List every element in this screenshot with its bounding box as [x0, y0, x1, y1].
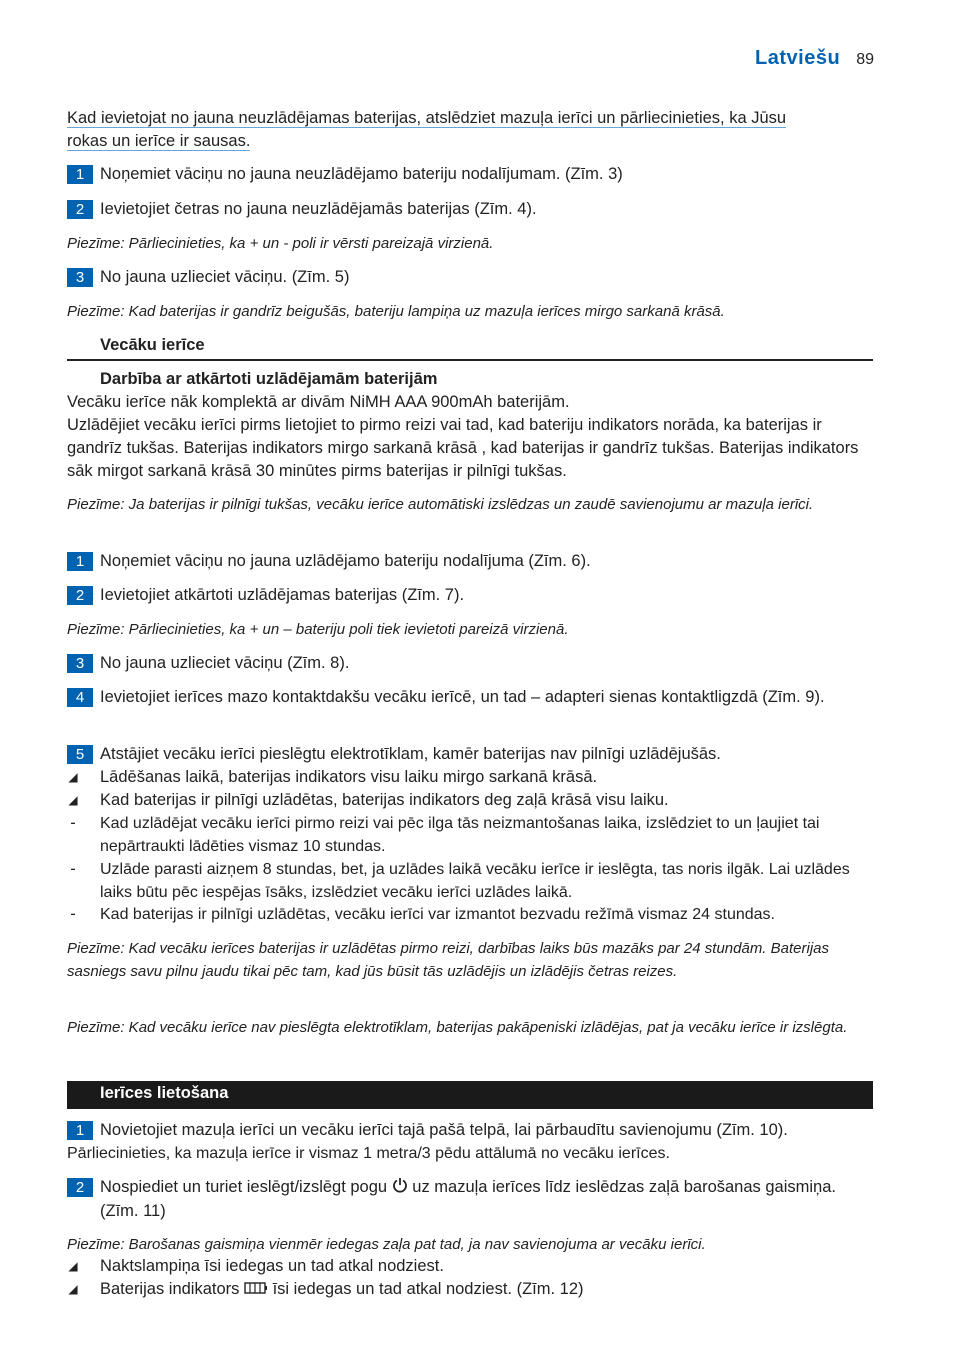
intro-paragraph	[67, 107, 877, 153]
note-power-light: Piezīme: Barošanas gaismiņa vienmēr iedegas zaļa pat tad, ja nav savienojuma ar vecāku ierīci.	[67, 1236, 706, 1253]
step-number: 5	[67, 745, 93, 764]
bullet-text	[100, 1278, 877, 1301]
step-text: Noņemiet vāciņu no jauna uzlādējamo bateriju nodalījuma (Zīm. 6).	[100, 552, 591, 570]
step-text: Ievietojiet ierīces mazo kontaktdakšu vecāku ierīcē, un tad – adapteri sienas kontaktligzdā (Zīm. 9).	[100, 688, 825, 706]
bullet-item	[67, 1255, 877, 1278]
step-text: Noņemiet vāciņu no jauna neuzlādējamo bateriju nodalījumam. (Zīm. 3)	[100, 165, 623, 183]
dash-text: Kad baterijas ir pilnīgi uzlādētas, vecāku ierīci var izmantot bezvadu režīmā vismaz 24 stundas.	[100, 906, 775, 923]
step-a2	[67, 198, 877, 221]
step-number: 2	[67, 586, 93, 605]
rechargeable-paragraph	[67, 391, 877, 483]
step-text-part: Nospiediet un turiet ieslēgt/izslēgt pogu	[100, 1178, 388, 1196]
step-text: Novietojiet mazuļa ierīci un vecāku ierīci tajā pašā telpā, lai pārbaudītu savienojumu (Zīm. 10).	[100, 1121, 788, 1139]
note-auto-off: Piezīme: Ja baterijas ir pilnīgi tukšas, vecāku ierīce automātiski izslēdzas un zaudē savienojumu ar mazuļa ierīci.	[67, 496, 814, 513]
section-heading-bar	[67, 1081, 873, 1109]
note-discharge: Piezīme: Kad vecāku ierīce nav pieslēgta elektrotīklam, baterijas pakāpeniski izlādējas, pat ja vecāku ierīce ir izslēgta.	[67, 1019, 848, 1036]
section-heading-use: Ierīces lietošana	[100, 1084, 229, 1102]
section-heading-parent-unit: Vecāku ierīce	[100, 336, 205, 354]
step-text: No jauna uzlieciet vāciņu (Zīm. 8).	[100, 654, 350, 672]
paragraph-line: Uzlādējiet vecāku ierīci pirms lietojiet to pirmo reizi vai tad, kad bateriju indikators norāda, ka baterijas ir gandrīz tukšas. Baterijas indikators mirgo sarkanā krāsā , kad baterijas ir gandrīz tukšas. Baterijas indikators sāk mirgot sarkanā krāsā 30 minūtes pirms baterijas ir pilnīgi tukšas.	[67, 416, 859, 480]
step-a1	[67, 163, 877, 186]
dash-marker: -	[70, 814, 76, 832]
bullet-text-part: Baterijas indikators	[100, 1280, 240, 1298]
step-number: 3	[67, 654, 93, 673]
step-text	[100, 1176, 877, 1223]
step-text: Atstājiet vecāku ierīci pieslēgtu elektrotīklam, kamēr baterijas nav pilnīgi uzlādējušās.	[100, 745, 721, 763]
dash-text: Kad uzlādējat vecāku ierīci pirmo reizi vai pēc ilga tās neizmantošanas laika, izslēdziet to un ļaujiet tai nepārtraukti lādēties vismaz 10 stundas.	[100, 815, 820, 855]
triangle-bullet-icon: ◢	[68, 1282, 78, 1296]
power-icon	[392, 1177, 408, 1200]
dash-marker: -	[70, 860, 76, 878]
step-b2	[67, 584, 877, 607]
bullet-text: Naktslampiņa īsi iedegas un tad atkal nodziest.	[100, 1257, 444, 1275]
bullet-text: Kad baterijas ir pilnīgi uzlādētas, baterijas indikators deg zaļā krāsā visu laiku.	[100, 791, 669, 809]
dash-item	[67, 812, 877, 858]
triangle-bullet-icon: ◢	[68, 793, 78, 807]
language-title: Latviešu	[755, 47, 841, 69]
note-polarity: Piezīme: Pārliecinieties, ka + un - poli ir vērsti pareizajā virzienā.	[67, 235, 494, 252]
bullet-item	[67, 1278, 877, 1301]
step-d1	[67, 1119, 877, 1142]
step-b1	[67, 550, 877, 573]
dash-text: Uzlāde parasti aizņem 8 stundas, bet, ja uzlādes laikā vecāku ierīce ir ieslēgta, tas noris ilgāk. Lai uzlādes laiks būtu pēc iespējas īsāks, izslēdziet vecāku ierīci uzlādes laikā.	[100, 861, 850, 901]
step-number: 1	[67, 165, 93, 184]
dash-marker: -	[70, 905, 76, 923]
paragraph-line: Vecāku ierīce nāk komplektā ar divām NiMH AAA 900mAh baterijām.	[67, 393, 570, 411]
step-a3	[67, 266, 877, 289]
dash-item	[67, 903, 877, 926]
triangle-bullet-icon: ◢	[68, 1259, 78, 1273]
step-d2	[67, 1176, 877, 1223]
subsection-heading-rechargeable: Darbība ar atkārtoti uzlādējamām baterijām	[100, 370, 438, 388]
step-c4	[67, 686, 877, 709]
section-divider	[67, 359, 873, 361]
bullet-item	[67, 789, 877, 812]
step-number: 1	[67, 1121, 93, 1140]
step-text: Ievietojiet atkārtoti uzlādējamas baterijas (Zīm. 7).	[100, 586, 465, 604]
battery-icon	[244, 1278, 268, 1301]
note-first-charge: Piezīme: Kad vecāku ierīces baterijas ir uzlādētas pirmo reizi, darbības laiks būs mazāks par 24 stundām. Baterijas sasniegs savu pilnu jaudu tikai pēc tam, kad jūs būsit tās uzlādējis un izlādējis četras reizes.	[67, 940, 830, 980]
intro-line-2: rokas un ierīce ir sausas.	[67, 132, 251, 150]
step-text: Ievietojiet četras no jauna neuzlādējamās baterijas (Zīm. 4).	[100, 200, 537, 218]
step-number: 1	[67, 552, 93, 571]
step-number: 2	[67, 1178, 93, 1197]
dash-item	[67, 858, 877, 904]
note-low-battery: Piezīme: Kad baterijas ir gandrīz beigušās, bateriju lampiņa uz mazuļa ierīces mirgo sarkanā krāsā.	[67, 303, 725, 320]
step-number: 4	[67, 688, 93, 707]
bullet-text-part: īsi iedegas un tad atkal nodziest. (Zīm. 12)	[272, 1280, 584, 1298]
step-number: 2	[67, 200, 93, 219]
triangle-bullet-icon: ◢	[68, 770, 78, 784]
step-number: 3	[67, 268, 93, 287]
step-text-part: uz mazuļa ierīces līdz ieslēdzas zaļā barošanas gaismiņa. (Zīm. 11)	[100, 1178, 836, 1220]
intro-line-1: Kad ievietojat no jauna neuzlādējamas baterijas, atslēdziet mazuļa ierīci un pārliecinieties, ka Jūsu	[67, 109, 787, 127]
page-header	[755, 47, 874, 70]
step-c5	[67, 743, 877, 766]
distance-paragraph: Pārliecinieties, ka mazuļa ierīce ir vismaz 1 metra/3 pēdu attālumā no vecāku ierīces.	[67, 1145, 670, 1162]
step-c3	[67, 652, 877, 675]
page-number: 89	[856, 51, 874, 68]
bullet-text: Lādēšanas laikā, baterijas indikators visu laiku mirgo sarkanā krāsā.	[100, 768, 598, 786]
note-polarity-rechargeable: Piezīme: Pārliecinieties, ka + un – bateriju poli tiek ievietoti pareizā virzienā.	[67, 621, 569, 638]
step-text: No jauna uzlieciet vāciņu. (Zīm. 5)	[100, 268, 350, 286]
bullet-item	[67, 766, 877, 789]
